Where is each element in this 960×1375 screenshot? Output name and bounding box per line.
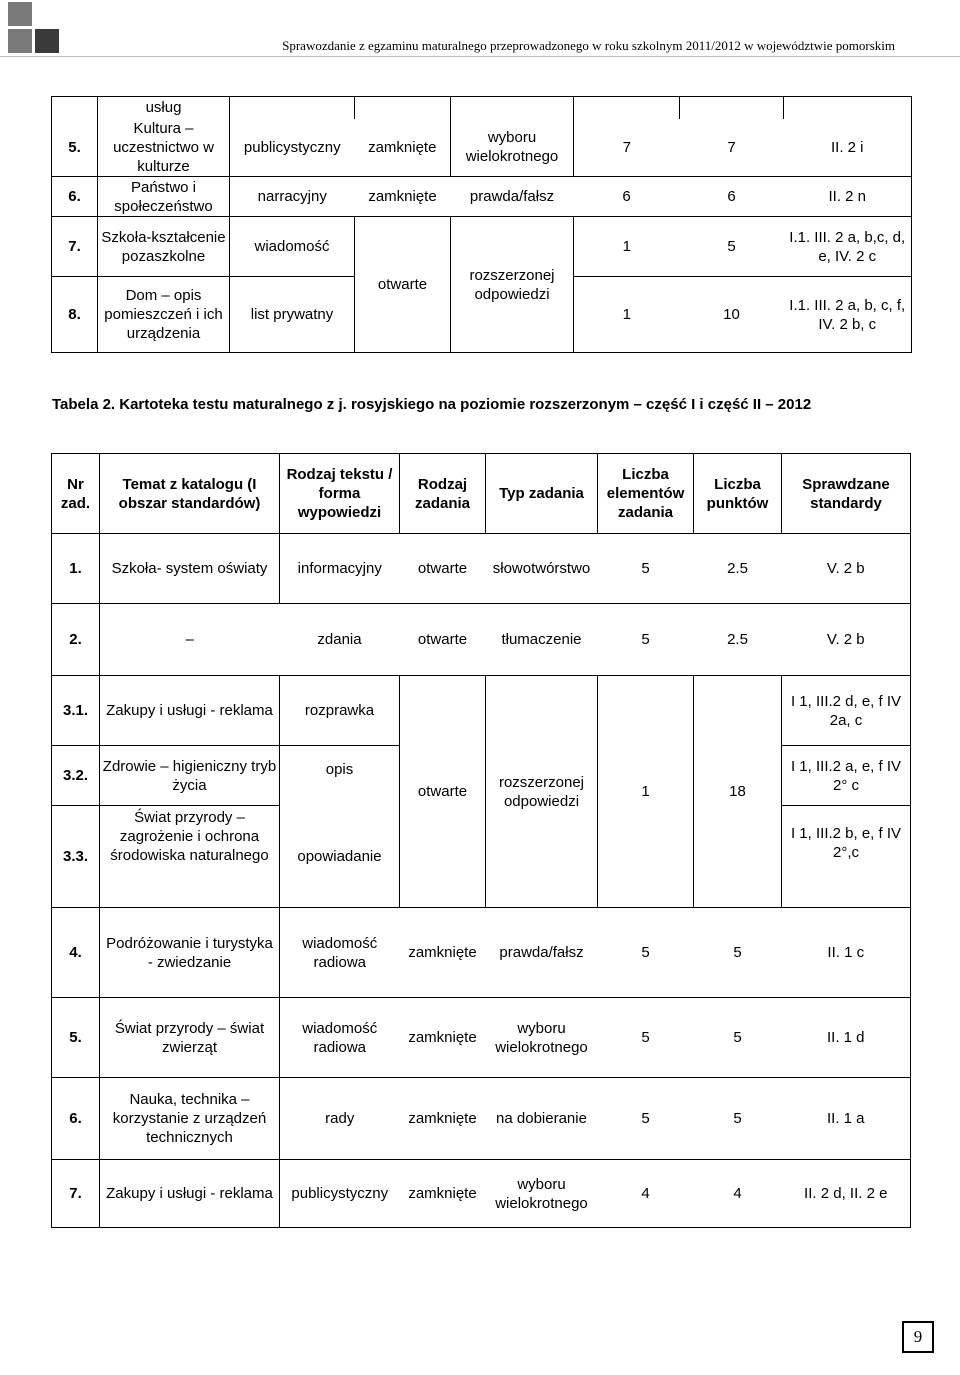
task-kind-cell: zamknięte [355,119,451,177]
header-elements: Liczba elementów zadania [598,454,694,534]
elements-cell: 5 [598,534,694,604]
elements-cell: 5 [598,908,694,998]
topic-cell: Zdrowie – higieniczny tryb życia [100,746,280,806]
topic-cell: Zakupy i usługi - reklama [100,676,280,746]
logo-square [8,29,32,53]
topic-cell: Kultura – uczestnictwo w kulturze [98,119,230,177]
standards-cell: I 1, III.2 a, e, f IV 2° c [782,746,911,806]
page-number: 9 [902,1321,934,1353]
topic-cell: Świat przyrody – świat zwierząt [100,998,280,1078]
nr-cell: 6. [52,1078,100,1160]
table-row [52,217,912,277]
header-row [52,454,911,534]
topic-cell: usług [98,97,230,119]
text-type-cell: list prywatny [230,277,355,353]
points-cell: 4 [694,1160,782,1228]
points-cell: 2.5 [694,534,782,604]
topic-cell: Nauka, technika – korzystanie z urządzeń technicznych [100,1078,280,1160]
table-row [52,534,911,604]
nr-cell: 4. [52,908,100,998]
logo-square [8,2,32,26]
elements-cell: 5 [598,604,694,676]
nr-cell: 5. [52,119,98,177]
task-type-cell: słowotwórstwo [486,534,598,604]
nr-cell: 1. [52,534,100,604]
standards-cell: V. 2 b [782,604,911,676]
points-cell: 7 [680,119,784,177]
points-cell: 10 [680,277,784,353]
text-type-cell: opowiadanie [280,806,400,908]
task-kind-cell: otwarte [400,604,486,676]
nr-cell: 3.2. [52,746,100,806]
task-kind-cell: zamknięte [400,908,486,998]
logo-square [35,2,59,26]
task-kind-cell: zamknięte [355,177,451,217]
standards-cell: II. 1 d [782,998,911,1078]
table-row [52,177,912,217]
topic-cell: Świat przyrody – zagrożenie i ochrona środowiska naturalnego [100,806,280,908]
standards-cell: II. 2 n [784,177,912,217]
task-type-cell: rozszerzonej odpowiedzi [486,676,598,908]
standards-cell: II. 2 i [784,119,912,177]
topic-cell: Szkoła-kształcenie pozaszkolne [98,217,230,277]
nr-cell: 6. [52,177,98,217]
standards-cell: II. 1 a [782,1078,911,1160]
topic-cell: Państwo i społeczeństwo [98,177,230,217]
task-type-cell: wyboru wielokrotnego [486,998,598,1078]
elements-cell: 6 [574,177,680,217]
text-type-cell: rady [280,1078,400,1160]
standards-cell: I.1. III. 2 a, b,c, d, e, IV. 2 c [784,217,912,277]
topic-cell: – [100,604,280,676]
header-text-type: Rodzaj tekstu / forma wypowiedzi [280,454,400,534]
text-type-cell: wiadomość [230,217,355,277]
task-type-cell: rozszerzonej odpowiedzi [451,217,574,353]
nr-cell: 7. [52,217,98,277]
elements-cell: 1 [574,277,680,353]
text-type-cell: rozprawka [280,676,400,746]
table-row [52,908,911,998]
header-topic: Temat z katalogu (I obszar standardów) [100,454,280,534]
nr-cell: 3.3. [52,806,100,908]
page-header: Sprawozdanie z egzaminu maturalnego przeprowadzonego w roku szkolnym 2011/2012 w województwie pomorskim [282,38,895,53]
task-kind-cell: otwarte [400,676,486,908]
task-kind-cell: otwarte [355,217,451,353]
text-type-cell: narracyjny [230,177,355,217]
standards-cell: II. 1 c [782,908,911,998]
elements-cell: 5 [598,1078,694,1160]
header-task-type: Typ zadania [486,454,598,534]
task-kind-cell: otwarte [400,534,486,604]
table-row [52,1078,911,1160]
task-kind-cell: zamknięte [400,1078,486,1160]
table-row [52,604,911,676]
topic-cell: Podróżowanie i turystyka - zwiedzanie [100,908,280,998]
table-row [52,676,911,746]
logo-square [35,29,59,53]
task-type-cell: prawda/fałsz [451,177,574,217]
nr-cell: 7. [52,1160,100,1228]
text-type-cell: publicystyczny [230,119,355,177]
nr-cell: 8. [52,277,98,353]
task-type-cell: wyboru wielokrotnego [451,119,574,177]
elements-cell: 5 [598,998,694,1078]
topic-cell: Szkoła- system oświaty [100,534,280,604]
task-kind-cell: zamknięte [400,1160,486,1228]
topic-cell: Dom – opis pomieszczeń i ich urządzenia [98,277,230,353]
elements-cell: 7 [574,119,680,177]
standards-cell: II. 2 d, II. 2 e [782,1160,911,1228]
standards-cell: V. 2 b [782,534,911,604]
elements-cell: 1 [598,676,694,908]
header-rule [0,56,960,57]
table-row [52,97,912,119]
points-cell: 2.5 [694,604,782,676]
header-nr: Nr zad. [52,454,100,534]
elements-cell: 1 [574,217,680,277]
topic-cell: Zakupy i usługi - reklama [100,1160,280,1228]
header-standards: Sprawdzane standardy [782,454,911,534]
text-type-cell: wiadomość radiowa [280,998,400,1078]
task-kind-cell: zamknięte [400,998,486,1078]
text-type-cell: informacyjny [280,534,400,604]
table-row [52,1160,911,1228]
task-type-cell: tłumaczenie [486,604,598,676]
points-cell: 6 [680,177,784,217]
text-type-cell: wiadomość radiowa [280,908,400,998]
text-type-cell: zdania [280,604,400,676]
table-row [52,119,912,177]
nr-cell: 2. [52,604,100,676]
logo [8,2,60,54]
standards-cell: I 1, III.2 b, e, f IV 2°,c [782,806,911,908]
exam-test-table [51,453,911,1228]
points-cell: 5 [694,908,782,998]
task-type-cell: wyboru wielokrotnego [486,1160,598,1228]
table-continuation [51,96,912,353]
header-points: Liczba punktów [694,454,782,534]
header-task-kind: Rodzaj zadania [400,454,486,534]
points-cell: 5 [680,217,784,277]
nr-cell: 3.1. [52,676,100,746]
task-type-cell: prawda/fałsz [486,908,598,998]
points-cell: 5 [694,1078,782,1160]
table-caption: Tabela 2. Kartoteka testu maturalnego z j. rosyjskiego na poziomie rozszerzonym – część I i część II – 2012 [52,396,812,413]
standards-cell: I.1. III. 2 a, b, c, f, IV. 2 b, c [784,277,912,353]
text-type-cell: publicystyczny [280,1160,400,1228]
points-cell: 5 [694,998,782,1078]
task-type-cell: na dobieranie [486,1078,598,1160]
table-row [52,998,911,1078]
nr-cell: 5. [52,998,100,1078]
elements-cell: 4 [598,1160,694,1228]
text-type-cell: opis [280,746,400,806]
standards-cell: I 1, III.2 d, e, f IV 2a, c [782,676,911,746]
points-cell: 18 [694,676,782,908]
